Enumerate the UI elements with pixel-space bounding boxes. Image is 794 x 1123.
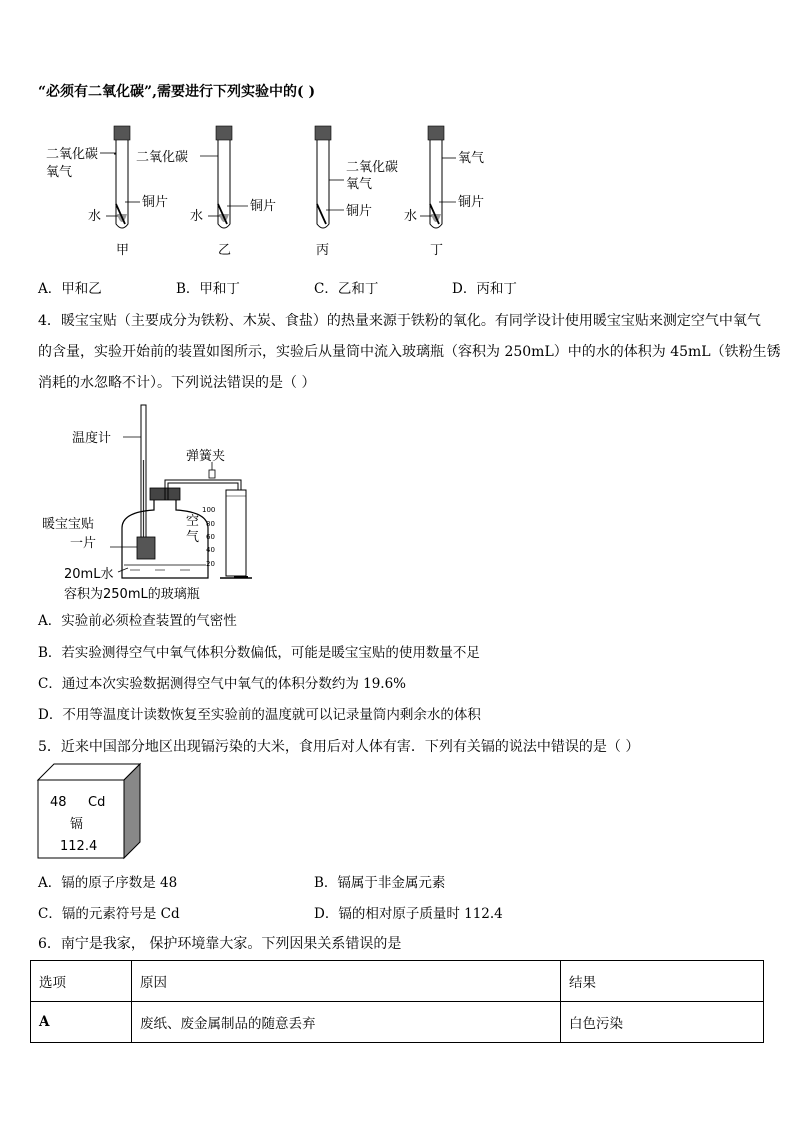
tube-yi-metal: 铜片	[250, 199, 277, 214]
q5-stem: 5．近来中国部分地区出现镉污染的大米，食用后对人体有害．下列有关镉的说法中错误的是（ ）	[38, 739, 640, 755]
graduated-cylinder	[220, 490, 252, 578]
element-number: 48	[50, 795, 67, 810]
row-cause: 废纸、废金属制品的随意丢弃	[132, 1002, 561, 1043]
q5-option-c[interactable]: C．镉的元素符号是 Cd	[38, 906, 180, 922]
element-name: 镉	[70, 817, 84, 832]
q3-option-d[interactable]: D．丙和丁	[452, 281, 517, 297]
tube-bing	[315, 126, 331, 228]
q3-test-tubes-figure	[30, 118, 510, 268]
q4-stem-line2: 的含量，实验开始前的装置如图所示，实验后从量筒中流入玻璃瓶（容积为 250mL）中的水的体积为 45mL（铁粉生锈	[38, 344, 781, 360]
row-result: 白色污染	[561, 1002, 764, 1043]
row-option: A	[31, 1002, 132, 1043]
table-row[interactable]	[31, 1002, 764, 1043]
q3-option-b[interactable]: B．甲和丁	[176, 281, 240, 297]
q4-option-c[interactable]: C．通过本次实验数据测得空气中氧气的体积分数约为 19.6%	[38, 676, 407, 692]
tube-bing-gas2: 氧气	[346, 177, 373, 192]
cylinder-scale	[202, 506, 215, 568]
header-result: 结果	[561, 961, 764, 1002]
scale-100: 100	[202, 506, 216, 514]
q4-option-a[interactable]: A．实验前必须检查装置的气密性	[38, 613, 237, 629]
water-label: 20mL水	[64, 567, 114, 582]
tube-ding-name: 丁	[430, 243, 444, 258]
q5-option-b[interactable]: B．镉属于非金属元素	[314, 875, 446, 891]
q4-option-d[interactable]: D．不用等温度计读数恢复至实验前的温度就可以记录量筒内剩余水的体积	[38, 707, 481, 723]
scale-80: 80	[206, 520, 215, 528]
tube-ding-water: 水	[404, 209, 418, 224]
air-label-1: 空	[186, 514, 200, 529]
header-cause: 原因	[132, 961, 561, 1002]
tube-yi-gas1: 二氧化碳	[136, 150, 189, 165]
tube-jia	[114, 126, 130, 228]
thermometer-label: 温度计	[72, 431, 112, 446]
q4-option-b[interactable]: B．若实验测得空气中氧气体积分数偏低，可能是暖宝宝贴的使用数量不足	[38, 645, 480, 661]
q5-option-d[interactable]: D．镉的相对原子质量时 112.4	[314, 906, 503, 922]
clamp-label: 弹簧夹	[186, 449, 226, 464]
table-header-row	[31, 961, 764, 1002]
element-mass: 112.4	[60, 839, 98, 854]
scale-20: 20	[206, 560, 215, 568]
scale-40: 40	[206, 546, 215, 554]
tube-ding-gas1: 氧气	[458, 151, 485, 166]
tube-bing-gas1: 二氧化碳	[346, 160, 399, 175]
q3-option-c[interactable]: C．乙和丁	[314, 281, 379, 297]
tube-jia-metal: 铜片	[142, 195, 169, 210]
q3-option-a[interactable]: A．甲和乙	[38, 281, 102, 297]
cadmium-element-cube	[36, 762, 146, 862]
q4-apparatus-figure	[30, 400, 270, 610]
q4-stem-line3: 消耗的水忽略不计）。下列说法错误的是（ ）	[38, 375, 316, 391]
tube-jia-name: 甲	[116, 243, 130, 258]
header-option: 选项	[31, 961, 132, 1002]
tube-yi	[216, 126, 232, 228]
tube-bing-metal: 铜片	[346, 204, 373, 219]
pad-label-line2: 一片	[70, 536, 97, 551]
tube-bing-name: 丙	[316, 243, 330, 258]
q6-table	[30, 960, 764, 1043]
bottle-label: 容积为250mL的玻璃瓶	[64, 587, 200, 602]
tube-jia-water: 水	[88, 209, 102, 224]
q6-stem: 6．南宁是我家， 保护环境靠大家。下列因果关系错误的是	[38, 936, 402, 952]
pad-label-line1: 暖宝宝贴	[42, 517, 95, 532]
spring-clamp-icon	[209, 462, 215, 478]
q5-option-a[interactable]: A．镉的原子序数是 48	[38, 875, 178, 891]
tube-jia-gas2: 氧气	[46, 165, 73, 180]
q3-stem: “必须有二氧化碳”,需要进行下列实验中的( )	[38, 84, 316, 100]
tube-yi-name: 乙	[218, 243, 232, 258]
element-symbol: Cd	[88, 795, 106, 810]
tube-ding	[428, 126, 444, 228]
tube-yi-water: 水	[190, 209, 204, 224]
air-label-2: 气	[186, 530, 200, 545]
scale-60: 60	[206, 533, 215, 541]
tube-ding-metal: 铜片	[458, 195, 485, 210]
q4-stem-line1: 4．暖宝宝贴（主要成分为铁粉、木炭、食盐）的热量来源于铁粉的氧化。有同学设计使用暖宝宝贴来测定空气中氧气	[38, 313, 761, 329]
tube-jia-gas1: 二氧化碳	[46, 147, 99, 162]
